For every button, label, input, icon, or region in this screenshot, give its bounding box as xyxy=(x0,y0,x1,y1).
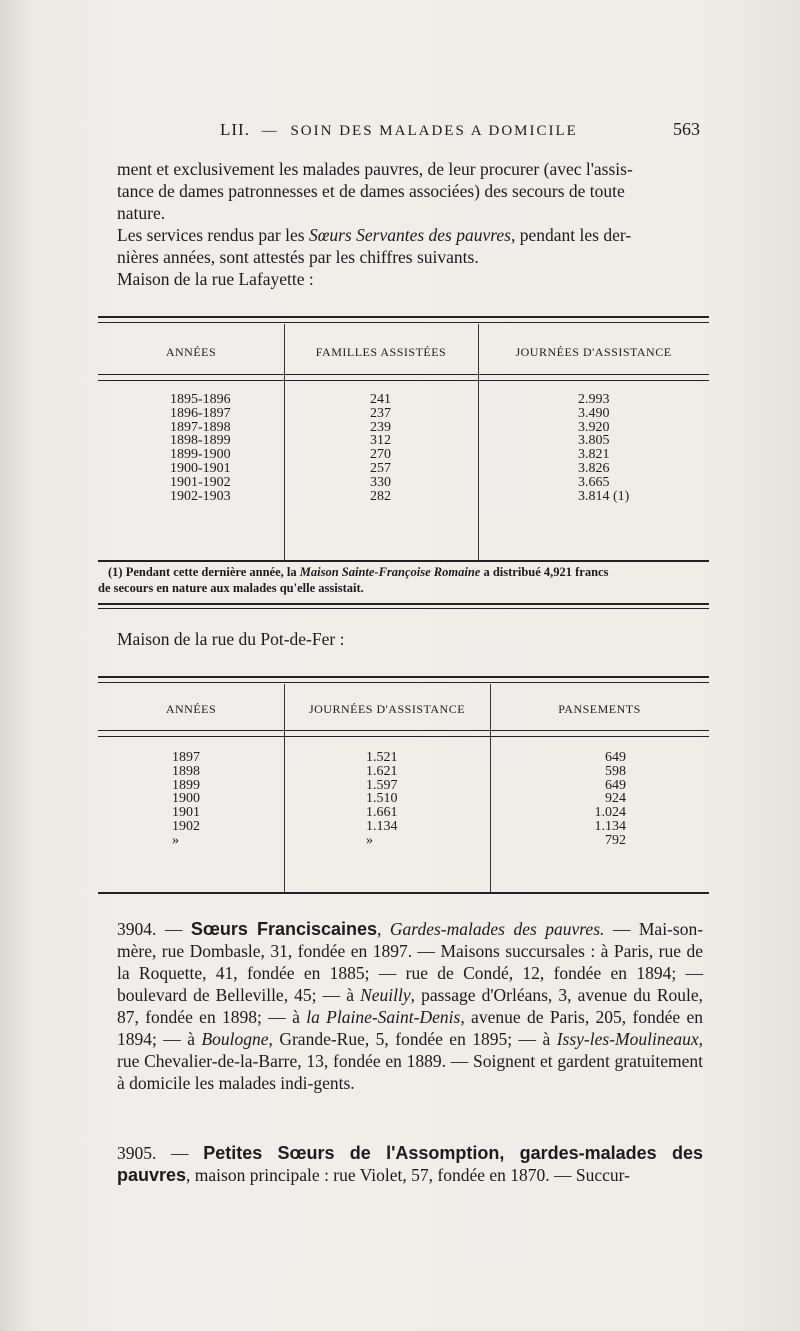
table-cell: 649 xyxy=(605,750,626,765)
table-lafayette xyxy=(98,316,709,562)
annees-column xyxy=(172,751,200,848)
intro-line: nières années, sont attestés par les chiffres suivants. xyxy=(117,247,479,267)
section-3905 xyxy=(117,1142,703,1186)
journees-column xyxy=(366,751,398,848)
table-cell: » xyxy=(172,832,179,848)
table-cell: 1899 xyxy=(172,777,200,793)
column-header: PANSEMENTS xyxy=(558,702,641,716)
table-cell: 3.490 xyxy=(578,405,610,421)
section-text: , maison principale : rue Violet, 57, fondée en 1870. — Succur- xyxy=(186,1165,630,1185)
section-title: Sœurs Franciscaines xyxy=(190,919,378,939)
table-cell: 3.805 xyxy=(578,433,610,449)
table-cell: » xyxy=(366,832,373,848)
intro-line: Maison de la rue Lafayette : xyxy=(117,269,314,289)
table-cell: 1.134 xyxy=(366,818,398,834)
table-cell: 3.826 xyxy=(578,460,610,476)
table-cell: 1895-1896 xyxy=(170,392,231,407)
table-cell: 330 xyxy=(370,474,391,490)
table-cell: 1900-1901 xyxy=(170,460,231,476)
header-dash: — xyxy=(261,123,279,139)
intro-text: , pendant les der- xyxy=(511,225,632,245)
chapter-number: LII. xyxy=(220,120,250,139)
table-cell: 1898-1899 xyxy=(170,433,231,449)
table-cell: 1896-1897 xyxy=(170,405,231,421)
running-header xyxy=(220,120,700,140)
familles-column xyxy=(370,393,391,503)
table-cell: 257 xyxy=(370,460,391,476)
table-cell: 282 xyxy=(370,488,391,504)
intro-italic: Sœurs Servantes des pauvres xyxy=(308,225,511,245)
intro-line: nature. xyxy=(117,203,166,223)
column-header: ANNÉES xyxy=(165,702,217,716)
table-pot-de-fer xyxy=(98,676,709,894)
footnote-text: (1) Pendant cette dernière année, la xyxy=(108,565,300,579)
section-3904: 3904. — Sœurs Franciscaines, Gardes-malades des pauvres. — Mai-son-mère, rue Dombasle, 31, fondée en 1897. — Maisons succursales : à Paris, rue de la Roquette, 41, fondée en 1885; — rue de Condé, 12, fondée en 1894; — boulevard de Belleville, 45; — à Neuilly, passage d'Orléans, 3, avenue du Roule, 87, fondée en 1898; — à la Plaine-Saint-Denis, avenue de Paris, 205, fondée en 1894; — à Boulogne, Grande-Rue, 5, fondée en 1895; — à Issy-les-Moulineaux, rue Chevalier-de-la-Barre, 13, fondée en 1889. — Soignent et gardent gratuitement à domicile les malades indi-gents. xyxy=(117,919,704,1093)
footnote xyxy=(98,564,710,596)
section-text: , rue Chevalier-de-la-Barre, 13, fondée en 1889. — Soignent et gardent gratuitement à domicile les malades indi-gents. xyxy=(117,1029,703,1093)
journees-column xyxy=(578,393,629,503)
intro-line: tance de dames patronnesses et de dames associées) des secours de toute xyxy=(117,181,625,201)
table-cell: 1.024 xyxy=(594,805,626,821)
section-text: , passage d'Orléans, 3, avenue du Roule, 87, fondée en 1898; — à xyxy=(117,985,703,1027)
table-cell: 270 xyxy=(370,447,391,463)
table-cell: 3.665 xyxy=(578,474,610,490)
separator xyxy=(98,608,709,609)
chapter-title: SOIN DES MALADES A DOMICILE xyxy=(290,123,578,139)
table-cell: 792 xyxy=(605,832,626,848)
table-cell: 241 xyxy=(370,392,391,407)
footnote-italic: Maison Sainte-Françoise Romaine xyxy=(299,565,481,579)
table-cell: 1.521 xyxy=(366,750,398,765)
table-cell: 1901-1902 xyxy=(170,474,231,490)
table-cell: 1.661 xyxy=(366,805,398,821)
table-cell: 2.993 xyxy=(578,392,610,407)
table-cell: 1.621 xyxy=(366,763,398,779)
column-header: ANNÉES xyxy=(165,345,217,359)
table-cell: 1.134 xyxy=(594,818,626,834)
section-text: , Grande-Rue, 5, fondée en 1895; — à xyxy=(268,1029,557,1049)
table-cell: 1902 xyxy=(172,818,200,834)
page-number: 563 xyxy=(673,119,700,139)
footnote-text: a distribué 4,921 francs xyxy=(480,565,609,579)
pot-de-fer-heading: Maison de la rue du Pot-de-Fer : xyxy=(117,629,345,649)
table-cell: 1897 xyxy=(172,750,200,765)
table-cell: 237 xyxy=(370,405,391,421)
table-cell: 1897-1898 xyxy=(170,419,231,435)
column-header: FAMILLES ASSISTÉES xyxy=(315,345,447,359)
table-cell: 3.814 (1) xyxy=(578,488,630,504)
pansements-column xyxy=(582,751,626,848)
section-number: 3905. — xyxy=(117,1143,204,1163)
table-cell: 649 xyxy=(605,777,626,793)
separator xyxy=(98,893,709,894)
section-number: 3904. — xyxy=(117,919,191,939)
section-title: Petites Sœurs de l'Assomption, gardes-malades des pauvres xyxy=(117,1143,703,1185)
annees-column xyxy=(170,393,231,503)
table-cell: 1898 xyxy=(172,763,200,779)
table-cell: 3.821 xyxy=(578,447,610,463)
intro-line: ment et exclusivement les malades pauvres, de leur procurer (avec l'assis- xyxy=(117,159,633,179)
table-cell: 1900 xyxy=(172,791,200,807)
section-text: — Mai-son-mère, rue Dombasle, 31, fondée en 1897. — Maisons succursales : à Paris, rue de la Roquette, 41, fondée en 1885; — rue de Condé, 12, fondée en 1894; — boulevard de Belleville, 45; — à xyxy=(117,919,704,1005)
footnote-line xyxy=(98,564,710,580)
table-cell: 3.920 xyxy=(578,419,610,435)
place-name: Boulogne xyxy=(201,1029,269,1049)
table-cell: 1899-1900 xyxy=(170,447,231,463)
column-header: JOURNÉES D'ASSISTANCE xyxy=(515,345,672,359)
place-name: Issy-les-Moulineaux xyxy=(556,1029,699,1049)
table-cell: 1.597 xyxy=(366,777,398,793)
table-cell: 239 xyxy=(370,419,391,435)
table-cell: 924 xyxy=(605,791,626,807)
table-cell: 598 xyxy=(605,763,626,779)
intro-text: Les services rendus par les xyxy=(117,225,309,245)
intro-paragraph xyxy=(117,158,703,290)
place-name: la Plaine-Saint-Denis xyxy=(306,1007,461,1027)
place-name: Neuilly xyxy=(360,985,411,1005)
table-cell: 1902-1903 xyxy=(170,488,231,504)
footnote-line: de secours en nature aux malades qu'elle assistait. xyxy=(98,581,364,595)
table-cell: 312 xyxy=(370,433,391,449)
separator xyxy=(98,603,709,605)
section-text: , avenue de Paris, 205, fondée en 1894; — à xyxy=(117,1007,703,1049)
section-subtitle: Gardes-malades des pauvres. xyxy=(389,919,605,939)
table-cell: 1.510 xyxy=(366,791,398,807)
table-cell: 1901 xyxy=(172,805,200,821)
column-header: JOURNÉES D'ASSISTANCE xyxy=(308,702,466,716)
intro-line xyxy=(117,224,703,246)
